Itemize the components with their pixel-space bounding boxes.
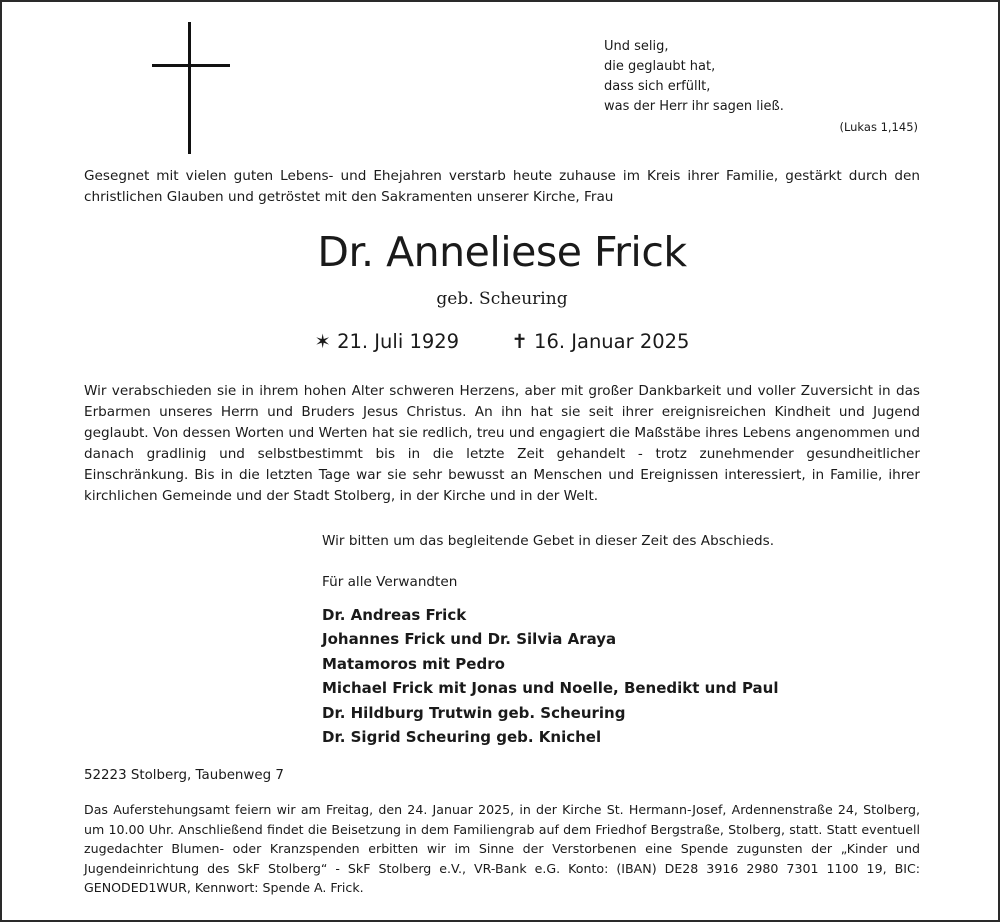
verse-line: dass sich erfüllt, [604, 79, 711, 94]
birth-date: 21. Juli 1929 [337, 330, 460, 353]
death-cross-icon: ✝ [511, 330, 528, 353]
relative-name: Johannes Frick und Dr. Silvia Araya [322, 630, 617, 649]
deceased-name: Dr. Anneliese Frick [317, 228, 687, 276]
relative-name: Dr. Andreas Frick [322, 606, 467, 624]
life-dates [2, 330, 1000, 353]
intro-text: Gesegnet mit vielen guten Lebens- und Ehejahren verstarb heute zuhause im Kreis ihrer Familie, gestärkt durch den christlichen Glauben und getröstet mit den Sakramenten unserer Kirche, Frau [84, 168, 920, 205]
relatives-intro: Für alle Verwandten [322, 574, 458, 590]
birth-star-icon: ✶ [314, 330, 331, 353]
relative-name: Dr. Hildburg Trutwin geb. Scheuring [322, 703, 626, 722]
relative-name: Michael Frick mit Jonas und Noelle, Benedikt und Paul [322, 679, 779, 698]
funeral-info: Das Auferstehungsamt feiern wir am Freitag, den 24. Januar 2025, in der Kirche St. Hermann-Josef, Ardennenstraße 24, Stolberg, um 10.00 Uhr. Anschließend findet die Beisetzung in dem Familiengrab auf dem Friedhof Bergstraße, Stolberg, statt. Statt eventuell zugedachter Blumen- oder Kranzspenden erbitten wir im Sinne der Verstorbenen eine Spende zugunsten der „Kinder und Jugendeinrichtung des SkF Stolberg“ - SkF Stolberg e.V., VR-Bank e.G. Konto: (IBAN) DE28 3916 2980 7301 1100 19, BIC: GENODED1WUR, Kennwort: Spende A. Frick. [84, 802, 920, 895]
maiden-name: geb. Scheuring [436, 289, 568, 309]
verse-line: die geglaubt hat, [604, 59, 716, 74]
obituary-body: Wir verabschieden sie in ihrem hohen Alter schweren Herzens, aber mit großer Dankbarkeit und voller Zuversicht in das Erbarmen unseres Herrn und Bruders Jesus Christus. An ihn hat sie seit ihrer ereignisreichen Kindheit und Jugend geglaubt. Von dessen Worten und Werten hat sie redlich, treu und engagiert die Maßstäbe ihres Lebens angenommen und danach gradlinig und selbstbestimmt bis in die letzte Zeit gehandelt - trotz zunehmender gesundheitlicher Einschränkung. Bis in die letzten Tage war sie sehr bewusst an Menschen und Ereignissen interessiert, in Familie, ihrer kirchlichen Gemeinde und der Stadt Stolberg, in der Kirche und in der Welt. [84, 383, 920, 504]
verse-line: Und selig, [604, 39, 669, 54]
relative-name: Matamoros mit Pedro [322, 654, 505, 673]
cross-icon [152, 22, 230, 154]
death-date: 16. Januar 2025 [534, 330, 690, 353]
relatives-list [322, 603, 779, 749]
bible-verse [604, 37, 784, 117]
verse-reference: (Lukas 1,145) [839, 120, 918, 134]
prayer-request: Wir bitten um das begleitende Gebet in dieser Zeit des Abschieds. [322, 533, 775, 549]
family-address: 52223 Stolberg, Taubenweg 7 [84, 768, 284, 783]
relative-name: Dr. Sigrid Scheuring geb. Knichel [322, 728, 602, 747]
verse-line: was der Herr ihr sagen ließ. [604, 99, 784, 114]
